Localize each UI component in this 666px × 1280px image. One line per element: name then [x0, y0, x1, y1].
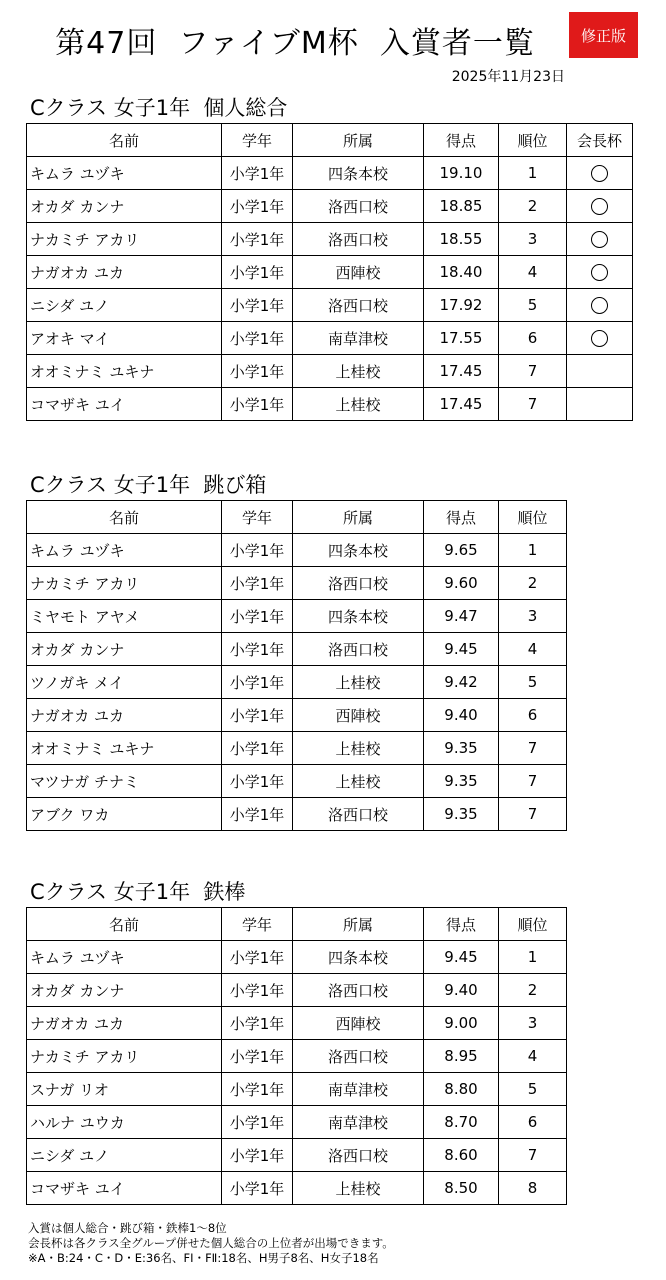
grade-cell: 小学1年	[222, 600, 293, 633]
table-row	[27, 699, 567, 732]
column-header-score: 得点	[424, 908, 499, 941]
section-title: Cクラス 女子1年 鉄棒	[30, 880, 246, 904]
column-header-affiliation: 所属	[293, 908, 424, 941]
affiliation-cell: 上桂校	[293, 1172, 424, 1205]
name-cell: ハルナ ユウカ	[27, 1106, 222, 1139]
column-header-cup: 会長杯	[567, 124, 633, 157]
rank-cell: 5	[499, 666, 567, 699]
grade-cell: 小学1年	[222, 1106, 293, 1139]
grade-cell: 小学1年	[222, 1073, 293, 1106]
cup-cell	[567, 157, 633, 190]
rank-cell: 3	[499, 600, 567, 633]
score-cell: 17.45	[424, 355, 499, 388]
affiliation-cell: 洛西口校	[293, 798, 424, 831]
rank-cell: 7	[499, 1139, 567, 1172]
name-cell: アオキ マイ	[27, 322, 222, 355]
table-row	[27, 666, 567, 699]
rank-cell: 6	[499, 1106, 567, 1139]
name-cell: コマザキ ユイ	[27, 388, 222, 421]
name-cell: オカダ カンナ	[27, 633, 222, 666]
affiliation-cell: 南草津校	[293, 1106, 424, 1139]
score-cell: 17.92	[424, 289, 499, 322]
table-row	[27, 223, 633, 256]
table-row	[27, 732, 567, 765]
cup-cell	[567, 289, 633, 322]
grade-cell: 小学1年	[222, 1139, 293, 1172]
grade-cell: 小学1年	[222, 765, 293, 798]
affiliation-cell: 洛西口校	[293, 1139, 424, 1172]
cup-cell	[567, 256, 633, 289]
score-cell: 17.55	[424, 322, 499, 355]
affiliation-cell: 洛西口校	[293, 567, 424, 600]
score-cell: 9.60	[424, 567, 499, 600]
column-header-grade: 学年	[222, 501, 293, 534]
grade-cell: 小学1年	[222, 1172, 293, 1205]
rank-cell: 7	[499, 355, 567, 388]
name-cell: オオミナミ ユキナ	[27, 732, 222, 765]
name-cell: キムラ ユヅキ	[27, 534, 222, 567]
affiliation-cell: 上桂校	[293, 355, 424, 388]
score-cell: 9.40	[424, 699, 499, 732]
rank-cell: 4	[499, 256, 567, 289]
name-cell: ナカミチ アカリ	[27, 223, 222, 256]
table-row	[27, 974, 567, 1007]
cup-cell	[567, 388, 633, 421]
affiliation-cell: 四条本校	[293, 157, 424, 190]
name-cell: ナガオカ ユカ	[27, 1007, 222, 1040]
table-row	[27, 534, 567, 567]
affiliation-cell: 洛西口校	[293, 974, 424, 1007]
column-header-score: 得点	[424, 124, 499, 157]
table-row	[27, 157, 633, 190]
affiliation-cell: 洛西口校	[293, 289, 424, 322]
rank-cell: 7	[499, 798, 567, 831]
column-header-name: 名前	[27, 908, 222, 941]
name-cell: オカダ カンナ	[27, 190, 222, 223]
results-table	[26, 123, 633, 421]
score-cell: 8.70	[424, 1106, 499, 1139]
event-date: 2025年11月23日	[451, 69, 565, 85]
affiliation-cell: 上桂校	[293, 666, 424, 699]
grade-cell: 小学1年	[222, 355, 293, 388]
section-horizontal-bar	[26, 877, 567, 1205]
footnote-line: 会長杯は各クラス全グループ併せた個人総合の上位者が出場できます。	[28, 1236, 394, 1250]
grade-cell: 小学1年	[222, 534, 293, 567]
name-cell: オカダ カンナ	[27, 974, 222, 1007]
affiliation-cell: 西陣校	[293, 1007, 424, 1040]
name-cell: ナカミチ アカリ	[27, 567, 222, 600]
grade-cell: 小学1年	[222, 1040, 293, 1073]
section-title: Cクラス 女子1年 跳び箱	[30, 473, 267, 497]
column-header-affiliation: 所属	[293, 501, 424, 534]
name-cell: ナカミチ アカリ	[27, 1040, 222, 1073]
grade-cell: 小学1年	[222, 798, 293, 831]
name-cell: ナガオカ ユカ	[27, 256, 222, 289]
column-header-grade: 学年	[222, 124, 293, 157]
score-cell: 9.40	[424, 974, 499, 1007]
table-row	[27, 600, 567, 633]
section-all-around	[26, 93, 633, 421]
name-cell: コマザキ ユイ	[27, 1172, 222, 1205]
footnotes	[28, 1221, 394, 1266]
rank-cell: 6	[499, 322, 567, 355]
column-header-rank: 順位	[499, 501, 567, 534]
name-cell: マツナガ チナミ	[27, 765, 222, 798]
score-cell: 8.60	[424, 1139, 499, 1172]
footnote-line: 入賞は個人総合・跳び箱・鉄棒1～8位	[28, 1221, 227, 1235]
column-header-name: 名前	[27, 124, 222, 157]
score-cell: 9.45	[424, 633, 499, 666]
table-row	[27, 1106, 567, 1139]
score-cell: 18.85	[424, 190, 499, 223]
rank-cell: 5	[499, 1073, 567, 1106]
grade-cell: 小学1年	[222, 289, 293, 322]
rank-cell: 8	[499, 1172, 567, 1205]
name-cell: ツノガキ メイ	[27, 666, 222, 699]
revision-badge: 修正版	[569, 12, 638, 58]
rank-cell: 3	[499, 1007, 567, 1040]
table-row	[27, 355, 633, 388]
grade-cell: 小学1年	[222, 190, 293, 223]
score-cell: 9.65	[424, 534, 499, 567]
rank-cell: 2	[499, 974, 567, 1007]
score-cell: 9.42	[424, 666, 499, 699]
circle-mark-icon	[591, 231, 608, 248]
affiliation-cell: 南草津校	[293, 1073, 424, 1106]
name-cell: アブク ワカ	[27, 798, 222, 831]
cup-cell	[567, 322, 633, 355]
table-body	[27, 534, 567, 831]
table-row	[27, 322, 633, 355]
circle-mark-icon	[591, 330, 608, 347]
column-header-affiliation: 所属	[293, 124, 424, 157]
affiliation-cell: 洛西口校	[293, 223, 424, 256]
table-row	[27, 633, 567, 666]
grade-cell: 小学1年	[222, 256, 293, 289]
name-cell: ニシダ ユノ	[27, 289, 222, 322]
grade-cell: 小学1年	[222, 699, 293, 732]
rank-cell: 4	[499, 633, 567, 666]
name-cell: ナガオカ ユカ	[27, 699, 222, 732]
score-cell: 9.35	[424, 732, 499, 765]
rank-cell: 1	[499, 941, 567, 974]
table-row	[27, 388, 633, 421]
table-body	[27, 941, 567, 1205]
grade-cell: 小学1年	[222, 974, 293, 1007]
results-table	[26, 500, 567, 831]
grade-cell: 小学1年	[222, 157, 293, 190]
score-cell: 9.35	[424, 798, 499, 831]
table-row	[27, 1073, 567, 1106]
name-cell: ニシダ ユノ	[27, 1139, 222, 1172]
table-row	[27, 765, 567, 798]
affiliation-cell: 洛西口校	[293, 1040, 424, 1073]
affiliation-cell: 上桂校	[293, 388, 424, 421]
column-header-score: 得点	[424, 501, 499, 534]
affiliation-cell: 上桂校	[293, 765, 424, 798]
affiliation-cell: 南草津校	[293, 322, 424, 355]
score-cell: 9.00	[424, 1007, 499, 1040]
affiliation-cell: 四条本校	[293, 534, 424, 567]
table-row	[27, 798, 567, 831]
section-title: Cクラス 女子1年 個人総合	[30, 96, 288, 120]
circle-mark-icon	[591, 297, 608, 314]
score-cell: 17.45	[424, 388, 499, 421]
rank-cell: 7	[499, 732, 567, 765]
table-body	[27, 157, 633, 421]
grade-cell: 小学1年	[222, 941, 293, 974]
table-header-row	[27, 501, 567, 534]
table-row	[27, 1139, 567, 1172]
score-cell: 9.45	[424, 941, 499, 974]
name-cell: キムラ ユヅキ	[27, 157, 222, 190]
affiliation-cell: 上桂校	[293, 732, 424, 765]
table-row	[27, 289, 633, 322]
circle-mark-icon	[591, 198, 608, 215]
section-vaulting-box	[26, 470, 567, 831]
table-row	[27, 1007, 567, 1040]
affiliation-cell: 洛西口校	[293, 190, 424, 223]
results-table	[26, 907, 567, 1205]
rank-cell: 6	[499, 699, 567, 732]
column-header-rank: 順位	[499, 908, 567, 941]
column-header-name: 名前	[27, 501, 222, 534]
score-cell: 8.95	[424, 1040, 499, 1073]
grade-cell: 小学1年	[222, 732, 293, 765]
grade-cell: 小学1年	[222, 322, 293, 355]
column-header-rank: 順位	[499, 124, 567, 157]
rank-cell: 2	[499, 567, 567, 600]
affiliation-cell: 洛西口校	[293, 633, 424, 666]
table-header-row	[27, 908, 567, 941]
score-cell: 19.10	[424, 157, 499, 190]
table-row	[27, 190, 633, 223]
score-cell: 8.50	[424, 1172, 499, 1205]
circle-mark-icon	[591, 165, 608, 182]
page-title: 第47回 ファイブM杯 入賞者一覧	[55, 26, 535, 61]
rank-cell: 2	[499, 190, 567, 223]
cup-cell	[567, 190, 633, 223]
name-cell: ミヤモト アヤメ	[27, 600, 222, 633]
cup-cell	[567, 355, 633, 388]
table-row	[27, 1172, 567, 1205]
column-header-grade: 学年	[222, 908, 293, 941]
cup-cell	[567, 223, 633, 256]
score-cell: 18.55	[424, 223, 499, 256]
name-cell: キムラ ユヅキ	[27, 941, 222, 974]
grade-cell: 小学1年	[222, 223, 293, 256]
table-row	[27, 1040, 567, 1073]
rank-cell: 7	[499, 388, 567, 421]
name-cell: スナガ リオ	[27, 1073, 222, 1106]
rank-cell: 5	[499, 289, 567, 322]
score-cell: 18.40	[424, 256, 499, 289]
grade-cell: 小学1年	[222, 567, 293, 600]
rank-cell: 1	[499, 534, 567, 567]
grade-cell: 小学1年	[222, 666, 293, 699]
affiliation-cell: 四条本校	[293, 941, 424, 974]
rank-cell: 3	[499, 223, 567, 256]
grade-cell: 小学1年	[222, 633, 293, 666]
affiliation-cell: 西陣校	[293, 699, 424, 732]
table-row	[27, 567, 567, 600]
score-cell: 8.80	[424, 1073, 499, 1106]
affiliation-cell: 四条本校	[293, 600, 424, 633]
rank-cell: 7	[499, 765, 567, 798]
grade-cell: 小学1年	[222, 388, 293, 421]
score-cell: 9.35	[424, 765, 499, 798]
rank-cell: 4	[499, 1040, 567, 1073]
table-row	[27, 941, 567, 974]
grade-cell: 小学1年	[222, 1007, 293, 1040]
table-header-row	[27, 124, 633, 157]
score-cell: 9.47	[424, 600, 499, 633]
rank-cell: 1	[499, 157, 567, 190]
name-cell: オオミナミ ユキナ	[27, 355, 222, 388]
footnote-line: ※A・B:24・C・D・E:36名、FⅠ・FⅡ:18名、H男子8名、H女子18名	[28, 1251, 379, 1265]
circle-mark-icon	[591, 264, 608, 281]
affiliation-cell: 西陣校	[293, 256, 424, 289]
table-row	[27, 256, 633, 289]
